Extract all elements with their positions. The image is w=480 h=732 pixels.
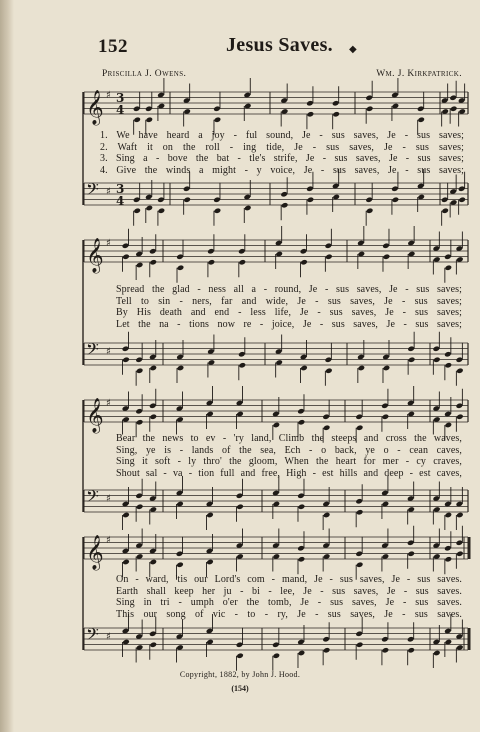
note-head (149, 365, 157, 372)
note-head (323, 647, 331, 654)
note-head (214, 207, 222, 214)
note-head (417, 116, 425, 123)
note-head (239, 362, 247, 369)
note-head (206, 559, 214, 566)
key-signature-sharp: ♯ (106, 238, 111, 249)
lyric-line: On - ward, 'tis our Lord's com - mand, Je - sus saves, Je - sus saves. (116, 574, 462, 585)
note-head (158, 207, 166, 214)
key-signature-sharp: ♯ (106, 186, 111, 198)
note-head (236, 652, 244, 659)
note-head (149, 641, 157, 648)
note-head (445, 556, 453, 563)
note-head (456, 367, 464, 374)
lyric-line: Sing, ye is - lands of the sea, Ech - o back, ye o - cean caves, (116, 444, 462, 456)
note-head (356, 641, 364, 648)
note-head (122, 356, 130, 363)
note-head (458, 196, 466, 203)
key-signature-sharp: ♯ (106, 535, 111, 546)
note-head (356, 509, 364, 516)
note-head (122, 512, 130, 519)
note-head (176, 561, 184, 568)
note-head (149, 559, 157, 566)
note-head (382, 647, 390, 654)
lyric-line: Earth shall keep her ju - bi - lee, Je - sus saves, Je - sus saves. (116, 585, 462, 597)
note-head (407, 550, 415, 557)
note-head (273, 422, 281, 429)
note-head (366, 207, 374, 214)
lyric-line: 4. Give the winds a might - y voice, Je - sus saves, Je - sus saves; (100, 164, 464, 176)
note-head (239, 259, 247, 266)
note-head (433, 650, 441, 657)
note-head (145, 205, 153, 212)
note-head (136, 367, 144, 374)
ornament-dot: ◆ (349, 44, 357, 55)
note-head (358, 365, 366, 372)
treble-clef: 𝄞 (86, 398, 104, 433)
bass-clef: 𝄢 (86, 486, 99, 510)
note-head (325, 367, 333, 374)
lyric-line: Spread the glad - ness all a - round, Je - sus saves, Je - sus saves; (116, 284, 462, 295)
note-head (383, 365, 391, 372)
note-head (445, 362, 453, 369)
note-head (177, 264, 185, 271)
note-head (133, 207, 141, 214)
note-head (366, 105, 374, 112)
key-signature-sharp: ♯ (106, 493, 111, 505)
note-head (456, 413, 464, 420)
lyric-line: This our song of vic - to - ry, Je - sus saves, Je - sus saves. (116, 608, 462, 620)
note-head (456, 550, 464, 557)
time-signature-bottom: 4 (116, 103, 125, 117)
lyric-line: By His death and end - less life, Je - sus saves, Je - sus saves; (116, 307, 462, 318)
note-head (208, 259, 216, 266)
lyric-line: 1. We have heard a joy - ful sound, Je - sus saves, Je - sus saves; (100, 130, 464, 141)
key-signature-sharp: ♯ (106, 346, 111, 358)
key-signature-sharp: ♯ (106, 398, 111, 409)
note-head (136, 419, 144, 426)
lyric-line: Sing it soft - ly thro' the gloom, When the heart for mer - cy craves, (116, 456, 462, 467)
note-head (441, 207, 449, 214)
composer-credit: Wm. J. Kirkpatrick. (376, 69, 462, 79)
bass-clef: 𝄢 (86, 339, 99, 363)
note-head (323, 424, 331, 431)
key-signature-sharp: ♯ (106, 631, 111, 643)
note-head (307, 196, 315, 203)
note-head (408, 356, 416, 363)
lyric-line: 2. Waft it on the roll - ing tide, Je - sus saves, Je - sus saves; (100, 141, 464, 153)
lyric-line: Bear the news to ev - 'ry land, Climb the steeps and cross the waves, (116, 433, 462, 444)
page-number: (154) (231, 684, 249, 693)
bass-clef: 𝄢 (86, 624, 99, 648)
note-head (323, 512, 331, 519)
lyric-line: Tell to sin - ners, far and wide, Je - sus saves, Je - sus saves; (116, 295, 462, 307)
note-head (433, 356, 441, 363)
note-head (307, 111, 315, 118)
note-head (122, 559, 130, 566)
note-head (356, 561, 364, 568)
note-head (356, 424, 364, 431)
note-head (136, 503, 144, 510)
time-signature-top: 3 (116, 182, 125, 196)
key-signature-sharp: ♯ (106, 90, 111, 101)
note-head (281, 202, 289, 209)
note-head (445, 264, 453, 271)
note-head (177, 365, 185, 372)
note-head (332, 111, 340, 118)
treble-clef: 𝄞 (86, 535, 104, 570)
note-head (136, 262, 144, 269)
bass-clef: 𝄢 (86, 179, 99, 203)
time-signature-top: 3 (116, 91, 125, 105)
note-head (445, 512, 453, 519)
hymn-title: Jesus Saves. (226, 34, 333, 56)
note-head (407, 647, 415, 654)
treble-clef: 𝄞 (86, 90, 104, 125)
note-head (392, 196, 400, 203)
note-head (450, 105, 458, 112)
lyric-line: Let the na - tions now re - joice, Je - sus saves, Je - sus saves; (116, 318, 462, 330)
note-head (456, 512, 464, 519)
note-head (149, 413, 157, 420)
copyright-notice: Copyright, 1882, by John J. Hood. (179, 670, 301, 679)
note-head (383, 253, 391, 260)
lyricist-credit: Priscilla J. Owens. (102, 69, 187, 79)
note-head (300, 365, 308, 372)
note-head (273, 652, 281, 659)
lyric-line: Shout sal - va - tion full and free, High - est hills and deep - est caves, (116, 467, 462, 479)
note-head (382, 413, 390, 420)
note-head (183, 196, 191, 203)
hymn-number: 152 (98, 36, 128, 57)
note-head (298, 556, 306, 563)
time-signature-bottom: 4 (116, 194, 125, 208)
note-head (214, 116, 222, 123)
note-head (244, 205, 252, 212)
note-head (145, 116, 153, 123)
note-head (298, 419, 306, 426)
lyric-line: Sing in tri - umph o'er the tomb, Je - sus saves, Je - sus saves. (116, 597, 462, 608)
note-head (298, 650, 306, 657)
note-head (122, 253, 130, 260)
note-head (325, 253, 333, 260)
note-head (206, 512, 214, 519)
note-head (298, 503, 306, 510)
treble-clef: 𝄞 (86, 238, 104, 273)
note-head (236, 503, 244, 510)
note-head (149, 259, 157, 266)
note-head (133, 116, 141, 123)
note-head (300, 259, 308, 266)
note-head (445, 422, 453, 429)
lyric-line: 3. Sing a - bove the bat - tle's strife, Je - sus saves, Je - sus saves; (100, 153, 464, 164)
